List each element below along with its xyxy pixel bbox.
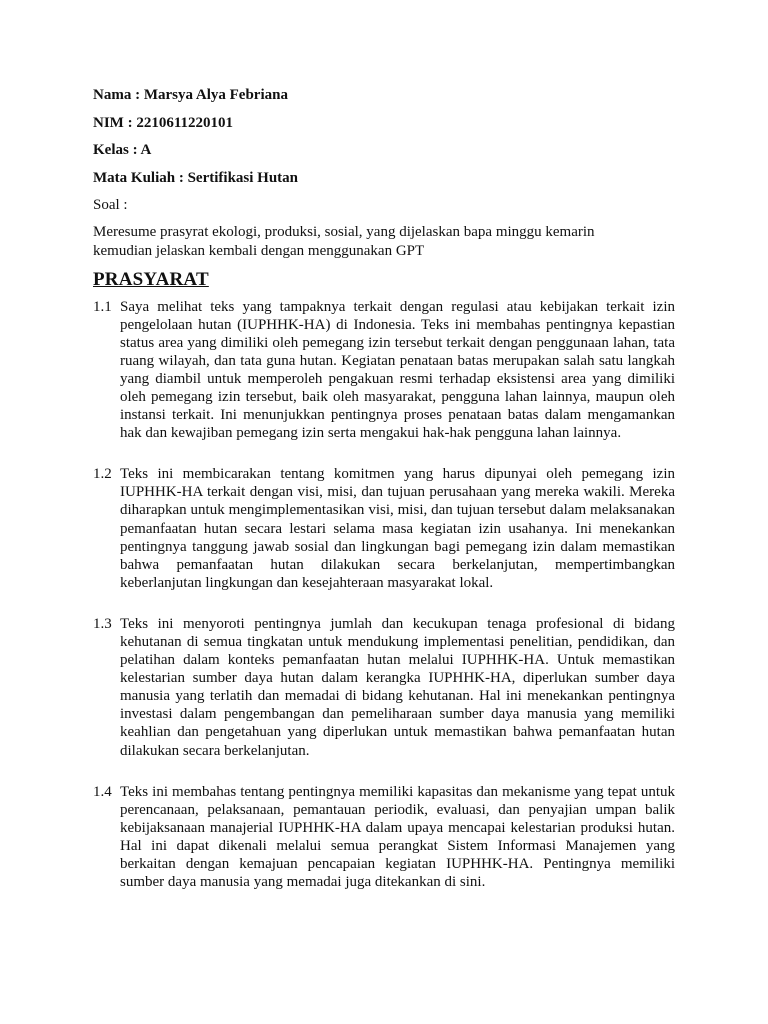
question-label: Soal : (93, 196, 128, 213)
list-item (93, 783, 675, 892)
section-title: PRASYARAT (93, 268, 209, 290)
item-text: Teks ini menyoroti pentingnya jumlah dan kecukupan tenaga profesional di bidang kehutanan di semua tingkatan untuk mendukung implementasi penelitian, pendidikan, dan pelatihan dalam konteks pemanfaatan hutan melalui IUPHHK-HA. Untuk memastikan kelestarian sumber daya hutan dalam kerangka IUPHHK-HA, diperlukan sumber daya manusia yang terlatih dan memadai di bidang kehutanan. Hal ini menekankan pentingnya investasi dalam pengembangan dan pemeliharaan sumber daya manusia yang memiliki keahlian dan pengetahuan yang diperlukan untuk memastikan bahwa pemanfaatan hutan dilakukan secara berkelanjutan. (120, 615, 675, 759)
document-content (93, 86, 675, 914)
item-list (93, 298, 675, 892)
item-number: 1.2 (93, 466, 112, 483)
item-number: 1.3 (93, 615, 112, 632)
student-class: Kelas : A (93, 142, 152, 158)
item-text: Saya melihat teks yang tampaknya terkait dengan regulasi atau kebijakan terkait izin pengelolaan hutan (IUPHHK-HA) di Indonesia. Teks ini membahas pentingnya kepastian status area yang dimiliki oleh pemegang izin tersebut terkait dengan penggunaan lahan, tata ruang wilayah, dan tata guna hutan. Kegiatan penataan batas merupakan salah satu langkah yang diambil untuk memperoleh pengakuan resmi terhadap eksistensi area yang dimiliki oleh pemegang izin tersebut, baik oleh masyarakat, pengguna lahan lainnya, maupun oleh instansi terkait. Ini menunjukkan pentingnya proses penataan batas dalam mengamankan hak dan kewajiban pemegang izin serta mengakui hak-hak pengguna lahan lainnya. (120, 298, 675, 442)
item-text: Teks ini membicarakan tentang komitmen yang harus dipunyai oleh pemegang izin IUPHHK-HA terkait dengan visi, misi, dan tujuan perusahaan yang mereka wakili. Mereka diharapkan untuk mengimplementasikan visi, misi, dan tujuan tersebut dalam melaksanakan pemanfaatan hutan secara lestari selama masa kegiatan izin usahanya. Ini menekankan pentingnya tanggung jawab sosial dan lingkungan bagi pemegang izin dalam memastikan bahwa pemanfaatan hutan dilakukan secara berkelanjutan, mempertimbangkan keberlanjutan lingkungan dan kesejahteraan masyarakat lokal. (120, 466, 675, 591)
item-text: Teks ini membahas tentang pentingnya memiliki kapasitas dan mekanisme yang tepat untuk perencanaan, pelaksanaan, pemantauan periodik, evaluasi, dan penyajian umpan balik kebijaksanaan manajerial IUPHHK-HA dalam upaya mencapai kelestarian produksi hutan. Hal ini dapat dikenali melalui semua perangkat Sistem Informasi Manajemen yang berkaitan dengan kemajuan pencapaian kegiatan IUPHHK-HA. Pentingnya memiliki sumber daya manusia yang memadai juga ditekankan di sini. (120, 783, 675, 891)
student-nim: NIM : 2210611220101 (93, 114, 233, 131)
question-text: Meresume prasyrat ekologi, produksi, sosial, yang dijelaskan bapa minggu kemarin kemudian jelaskan kembali dengan menggunakan GPT (93, 223, 595, 259)
item-number: 1.4 (93, 783, 112, 800)
student-name: Nama : Marsya Alya Febriana (93, 87, 288, 103)
list-item (93, 615, 675, 760)
course-name: Mata Kuliah : Sertifikasi Hutan (93, 169, 299, 186)
list-item (93, 298, 675, 443)
item-number: 1.1 (93, 298, 112, 315)
list-item (93, 465, 675, 592)
